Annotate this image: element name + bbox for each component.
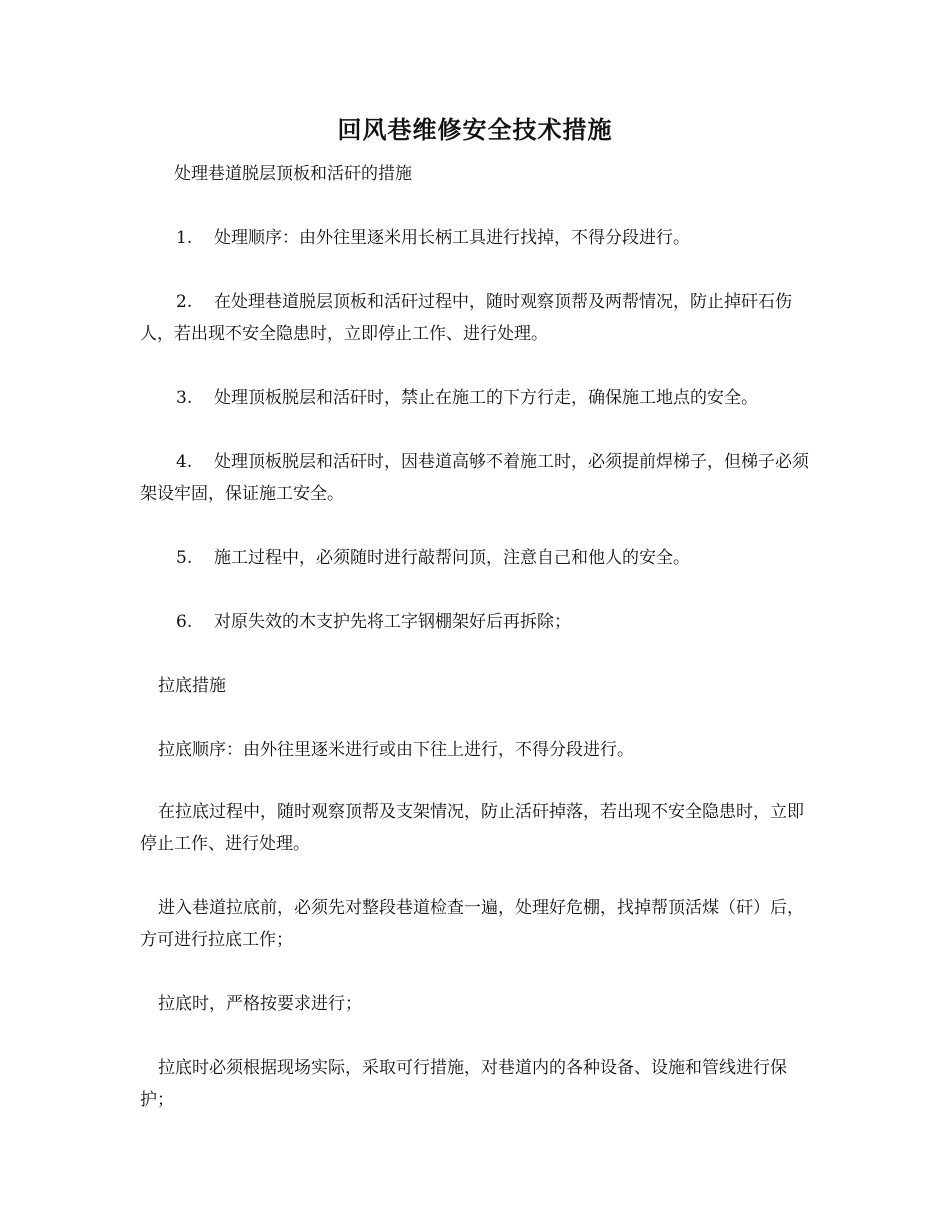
numbered-item <box>140 286 820 350</box>
paragraph: 在拉底过程中，随时观察顶帮及支架情况，防止活矸掉落，若出现不安全隐患时，立即停止工作、进行处理。 <box>140 802 804 854</box>
item-text: 处理顶板脱层和活矸时，禁止在施工的下方行走，确保施工地点的安全。 <box>214 388 758 408</box>
item-number: 3. <box>176 388 193 408</box>
item-text: 在处理巷道脱层顶板和活矸过程中，随时观察顶帮及两帮情况，防止掉矸石伤人，若出现不安全隐患时，立即停止工作、进行处理。 <box>140 292 792 344</box>
item-text: 施工过程中，必须随时进行敲帮问顶，注意自己和他人的安全。 <box>214 548 690 568</box>
item-number: 2. <box>176 292 193 312</box>
item-number: 5. <box>176 548 193 568</box>
item-text: 对原失效的木支护先将工字钢棚架好后再拆除； <box>214 612 571 632</box>
numbered-item <box>140 542 820 574</box>
section-heading: 处理巷道脱层顶板和活矸的措施 <box>174 164 412 184</box>
numbered-item <box>140 222 820 254</box>
paragraph: 拉底时，严格按要求进行； <box>158 994 362 1014</box>
item-number: 4. <box>176 452 193 472</box>
numbered-item <box>140 606 820 638</box>
document-title: 回风巷维修安全技术措施 <box>337 115 613 144</box>
numbered-item <box>140 446 820 510</box>
item-text: 处理顺序：由外往里逐米用长柄工具进行找掉，不得分段进行。 <box>214 228 690 248</box>
paragraph: 拉底时必须根据现场实际，采取可行措施，对巷道内的各种设备、设施和管线进行保护； <box>140 1058 787 1110</box>
item-text: 处理顶板脱层和活矸时，因巷道高够不着施工时，必须提前焊梯子，但梯子必须架设牢固，保证施工安全。 <box>140 452 809 504</box>
paragraph: 拉底顺序：由外往里逐米进行或由下往上进行，不得分段进行。 <box>158 740 634 760</box>
numbered-item <box>140 382 820 414</box>
paragraph: 进入巷道拉底前，必须先对整段巷道检查一遍，处理好危棚，找掉帮顶活煤（矸）后，方可进行拉底工作； <box>140 898 804 950</box>
item-number: 1. <box>176 228 193 248</box>
section-heading: 拉底措施 <box>158 676 226 696</box>
item-number: 6. <box>176 612 193 632</box>
